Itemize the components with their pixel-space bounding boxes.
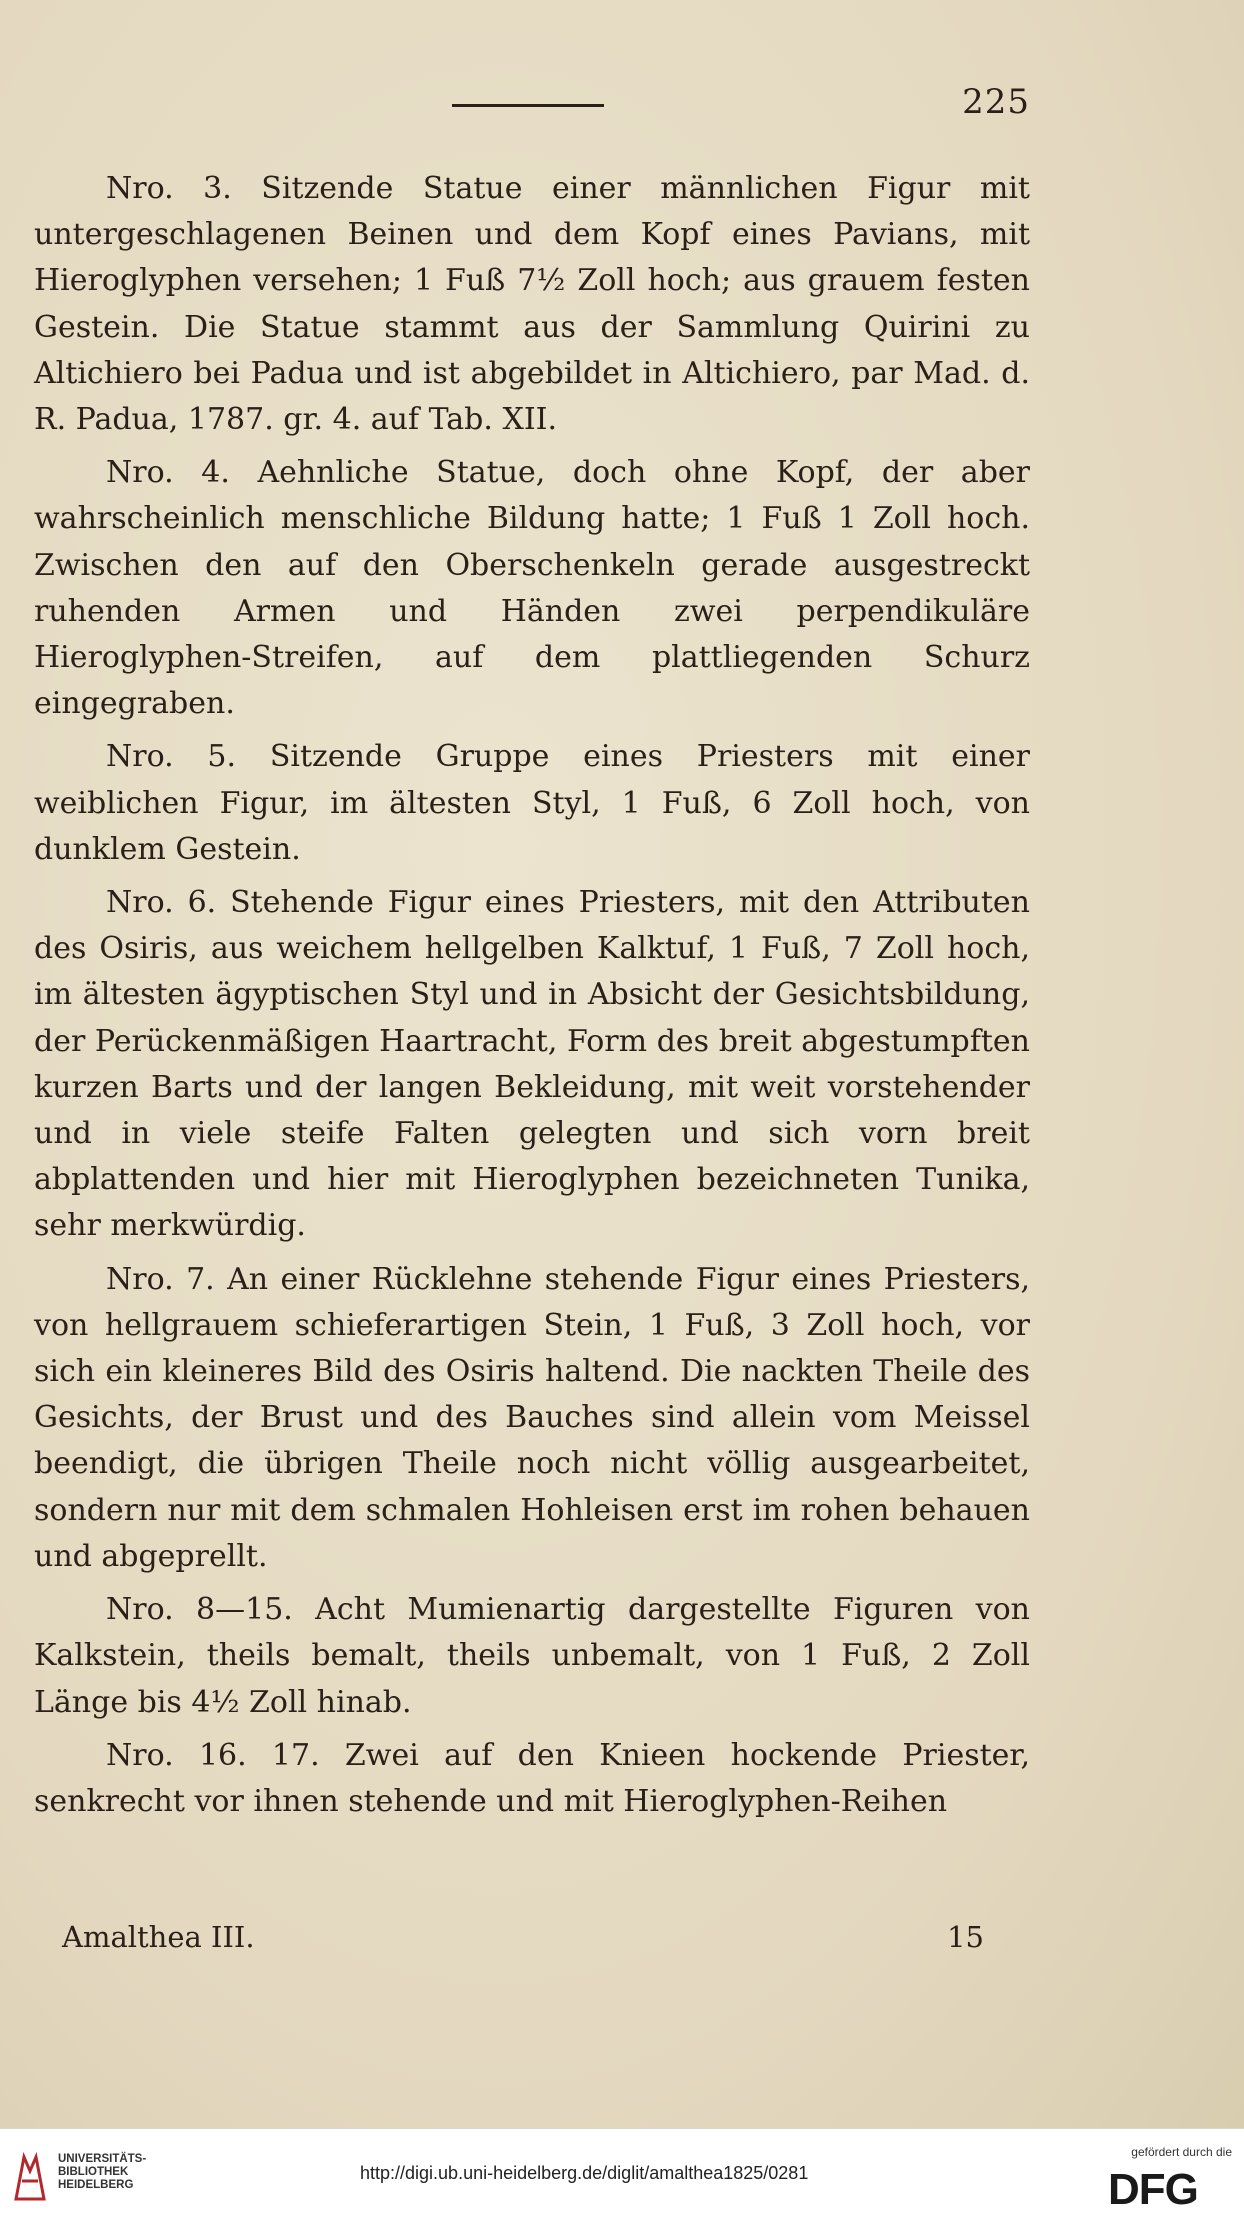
paragraph-nro-16-17: Nro. 16. 17. Zwei auf den Knieen hockende Priester, senkrecht vor ihnen stehende und mit Hieroglyphen-Reihen (34, 1737, 1030, 1819)
paragraph-nro-6: Nro. 6. Stehende Figur eines Priesters, mit den Attributen des Osiris, aus weichem hellgelben Kalktuf, 1 Fuß, 7 Zoll hoch, im ältesten ägyptischen Styl und in Absicht der Gesichtsbildung, der Perückenmäßigen Haartracht, Form des breit abgestumpften kurzen Barts und der langen Bekleidung, mit weit vorstehender und in viele steife Falten gelegten und sich vorn breit abplattenden und hier mit Hieroglyphen bezeichneten Tunika, sehr merkwürdig. (34, 885, 1030, 1244)
viewer-bottom-bar (0, 2128, 1244, 2221)
page-footer (62, 1920, 984, 1954)
paragraph-nro-7: Nro. 7. An einer Rücklehne stehende Figur eines Priesters, von hellgrauem schieferartigen Stein, 1 Fuß, 3 Zoll hoch, vor sich ein kleineres Bild des Osiris haltend. Die nackten Theile des Gesichts, der Brust und des Bauches sind allein vom Meissel beendigt, die übrigen Theile noch nicht völlig ausgearbeitet, sondern nur mit dem schmalen Hohleisen erst im rohen behauen und abgeprellt. (34, 1261, 1030, 1574)
footer-sheet-number: 15 (947, 1920, 984, 1954)
paragraph-nro-3: Nro. 3. Sitzende Statue einer männlichen Figur mit untergeschlagenen Beinen und dem Kopf eines Pavians, mit Hieroglyphen versehen; 1 Fuß 7½ Zoll hoch; aus grauem festen Gestein. Die Statue stammt aus der Sammlung Quirini zu Altichiero bei Padua und ist abgebildet in Altichiero, par Mad. d. R. Padua, 1787. gr. 4. auf Tab. XII. (34, 171, 1030, 438)
permalink-url[interactable]: http://digi.ub.uni-heidelberg.de/diglit/amalthea1825/0281 (360, 2163, 809, 2183)
ub-heidelberg-logo-icon (12, 2151, 48, 2203)
paragraph-nro-8-15: Nro. 8—15. Acht Mumienartig dargestellte Figuren von Kalkstein, theils bemalt, theils unbemalt, von 1 Fuß, 2 Zoll Länge bis 4½ Zoll hinab. (34, 1592, 1030, 1720)
dfg-logo: DFG (1108, 2165, 1198, 2214)
paragraph-nro-5: Nro. 5. Sitzende Gruppe eines Priesters mit einer weiblichen Figur, im ältesten Styl, 1 Fuß, 6 Zoll hoch, von dunklem Gestein. (34, 739, 1030, 867)
paragraph-nro-4: Nro. 4. Aehnliche Statue, doch ohne Kopf, der aber wahrscheinlich menschliche Bildung hatte; 1 Fuß 1 Zoll hoch. Zwischen den auf den Oberschenkeln gerade ausgestreckt ruhenden Armen und Händen zwei perpendikuläre Hieroglyphen-Streifen, auf dem plattliegenden Schurz eingegraben. (34, 455, 1030, 722)
header-rule (452, 104, 604, 107)
body-text (34, 166, 1030, 1832)
page-number: 225 (962, 82, 1030, 122)
library-name: UNIVERSITÄTS- BIBLIOTHEK HEIDELBERG (58, 2153, 147, 2191)
footer-signature: Amalthea III. (62, 1920, 255, 1954)
funding-caption: gefördert durch die (1131, 2145, 1232, 2159)
